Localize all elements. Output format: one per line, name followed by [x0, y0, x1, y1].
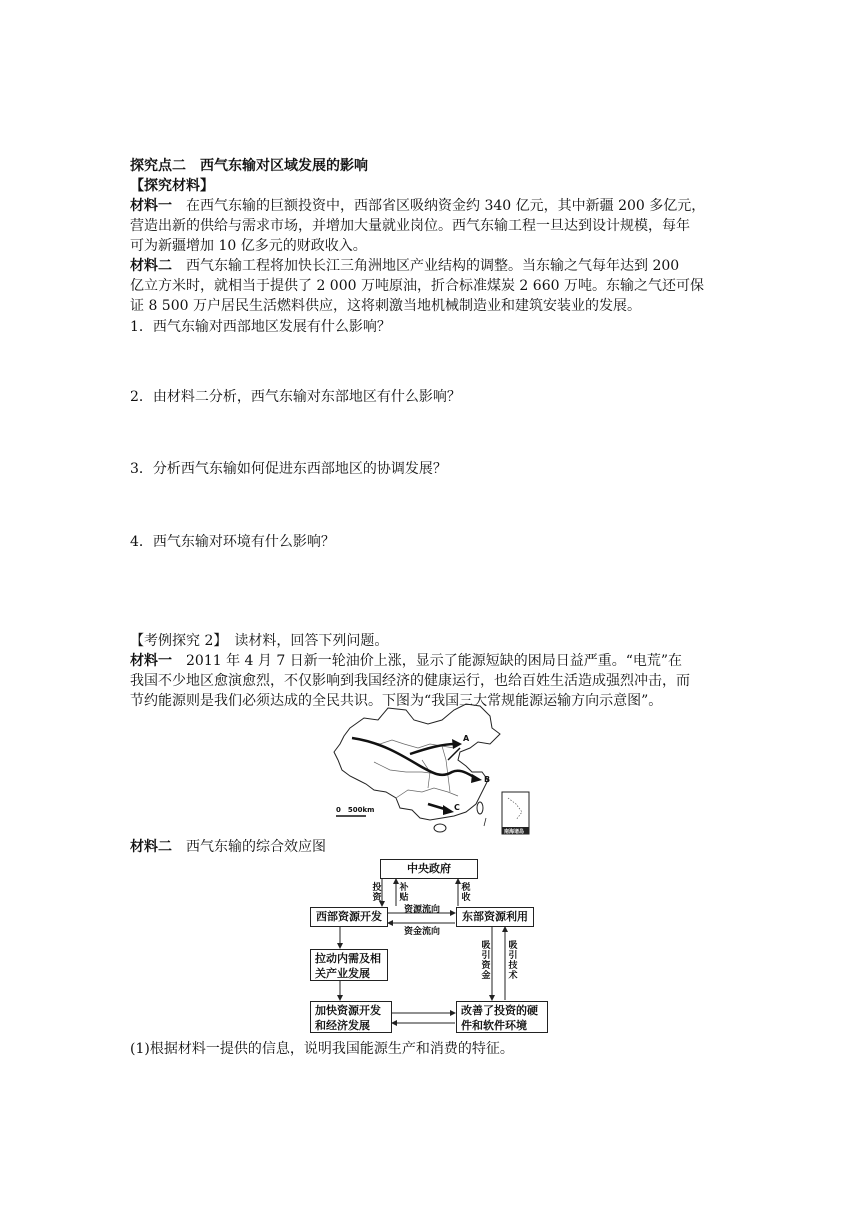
section-title: 探究点二 西气东输对区域发展的影响	[130, 158, 368, 174]
map-label-b: B	[484, 775, 491, 784]
material-label: 材料一	[130, 653, 172, 669]
attract-tech-label: 吸引技术	[508, 941, 518, 981]
east-utilization-box: 东部资源利用	[456, 907, 534, 927]
china-outline	[334, 704, 500, 820]
example-material-two-line	[130, 838, 326, 857]
scale-label: 0 500km	[336, 806, 375, 814]
scale-bar	[336, 806, 374, 816]
example-material-one-line-2: 我国不少地区愈演愈烈，不仅影响到我国经济的健康运行，也给百姓生活造成强烈冲击，而	[130, 673, 690, 689]
question-2: 2．由材料二分析，西气东输对东部地区有什么影响？	[130, 389, 461, 405]
material-two-line	[130, 257, 679, 276]
example-material-one-line-3: 节约能源则是我们必须达成的全民共识。下图为“我国三大常规能源运输方向示意图”。	[130, 693, 663, 709]
material-label: 材料一	[130, 198, 172, 214]
inset-caption: 南海诸岛	[504, 829, 525, 835]
question-1: 1．西气东输对西部地区发展有什么影响？	[130, 319, 391, 335]
west-development-box: 西部资源开发	[310, 907, 388, 927]
example-question-1: (1)根据材料一提供的信息，说明我国能源生产和消费的特征。	[130, 1041, 514, 1057]
material-label: 材料二	[130, 839, 172, 855]
material-one-line-2: 营造出新的供给与需求市场，并增加大量就业岗位。西气东输工程一旦达到设计规模，每年	[130, 218, 690, 234]
subsidy-label: 补贴	[399, 883, 409, 903]
tax-label: 税收	[461, 883, 471, 903]
south-sea-inset	[502, 792, 529, 835]
route-a	[410, 744, 456, 754]
capital-flow-label: 资金流向	[404, 927, 441, 937]
material-text: 在西气东输的巨额投资中，西部省区吸纳资金约 340 亿元，其中新疆 200 多亿元，	[172, 198, 706, 214]
map-label-a: A	[463, 734, 470, 743]
invest-label: 投资	[372, 883, 382, 903]
material-text: 2011 年 4 月 7 日新一轮油价上涨，显示了能源短缺的困局日益严重。“电荒”在	[172, 653, 683, 669]
material-text: 西气东输工程将加快长江三角洲地区产业结构的调整。当东输之气每年达到 200	[172, 258, 680, 274]
central-government-box: 中央政府	[380, 859, 478, 879]
question-4: 4．西气东输对环境有什么影响？	[130, 534, 335, 550]
example-material-one-line	[130, 652, 682, 671]
material-one-line-3: 可为新疆增加 10 亿多元的财政收入。	[130, 238, 367, 254]
material-two-line-3: 证 8 500 万户居民生活燃料供应，这将刺激当地机械制造业和建筑安装业的发展。	[130, 298, 641, 314]
map-label-c: C	[454, 803, 460, 812]
materials-heading: 【探究材料】	[130, 178, 214, 194]
effect-flowchart	[300, 855, 560, 1035]
attract-capital-label: 吸引资金	[481, 941, 491, 981]
material-one-line	[130, 197, 705, 216]
resource-flow-label: 资源流向	[404, 905, 441, 915]
question-3: 3．分析西气东输如何促进东西部地区的协调发展？	[130, 461, 447, 477]
accelerate-development-box: 加快资源开发和经济发展	[310, 1001, 392, 1033]
energy-transport-map	[330, 700, 535, 840]
material-label: 材料二	[130, 258, 172, 274]
example-heading: 【考例探究 2】 读材料，回答下列问题。	[130, 633, 389, 649]
drive-demand-box: 拉动内需及相关产业发展	[310, 949, 388, 981]
improve-environment-box: 改善了投资的硬件和软件环境	[456, 1001, 548, 1033]
material-text: 西气东输的综合效应图	[172, 839, 326, 855]
material-two-line-2: 亿立方米时，就相当于提供了 2 000 万吨原油，折合标准煤炭 2 660 万吨。东输之气还可保	[130, 278, 704, 294]
